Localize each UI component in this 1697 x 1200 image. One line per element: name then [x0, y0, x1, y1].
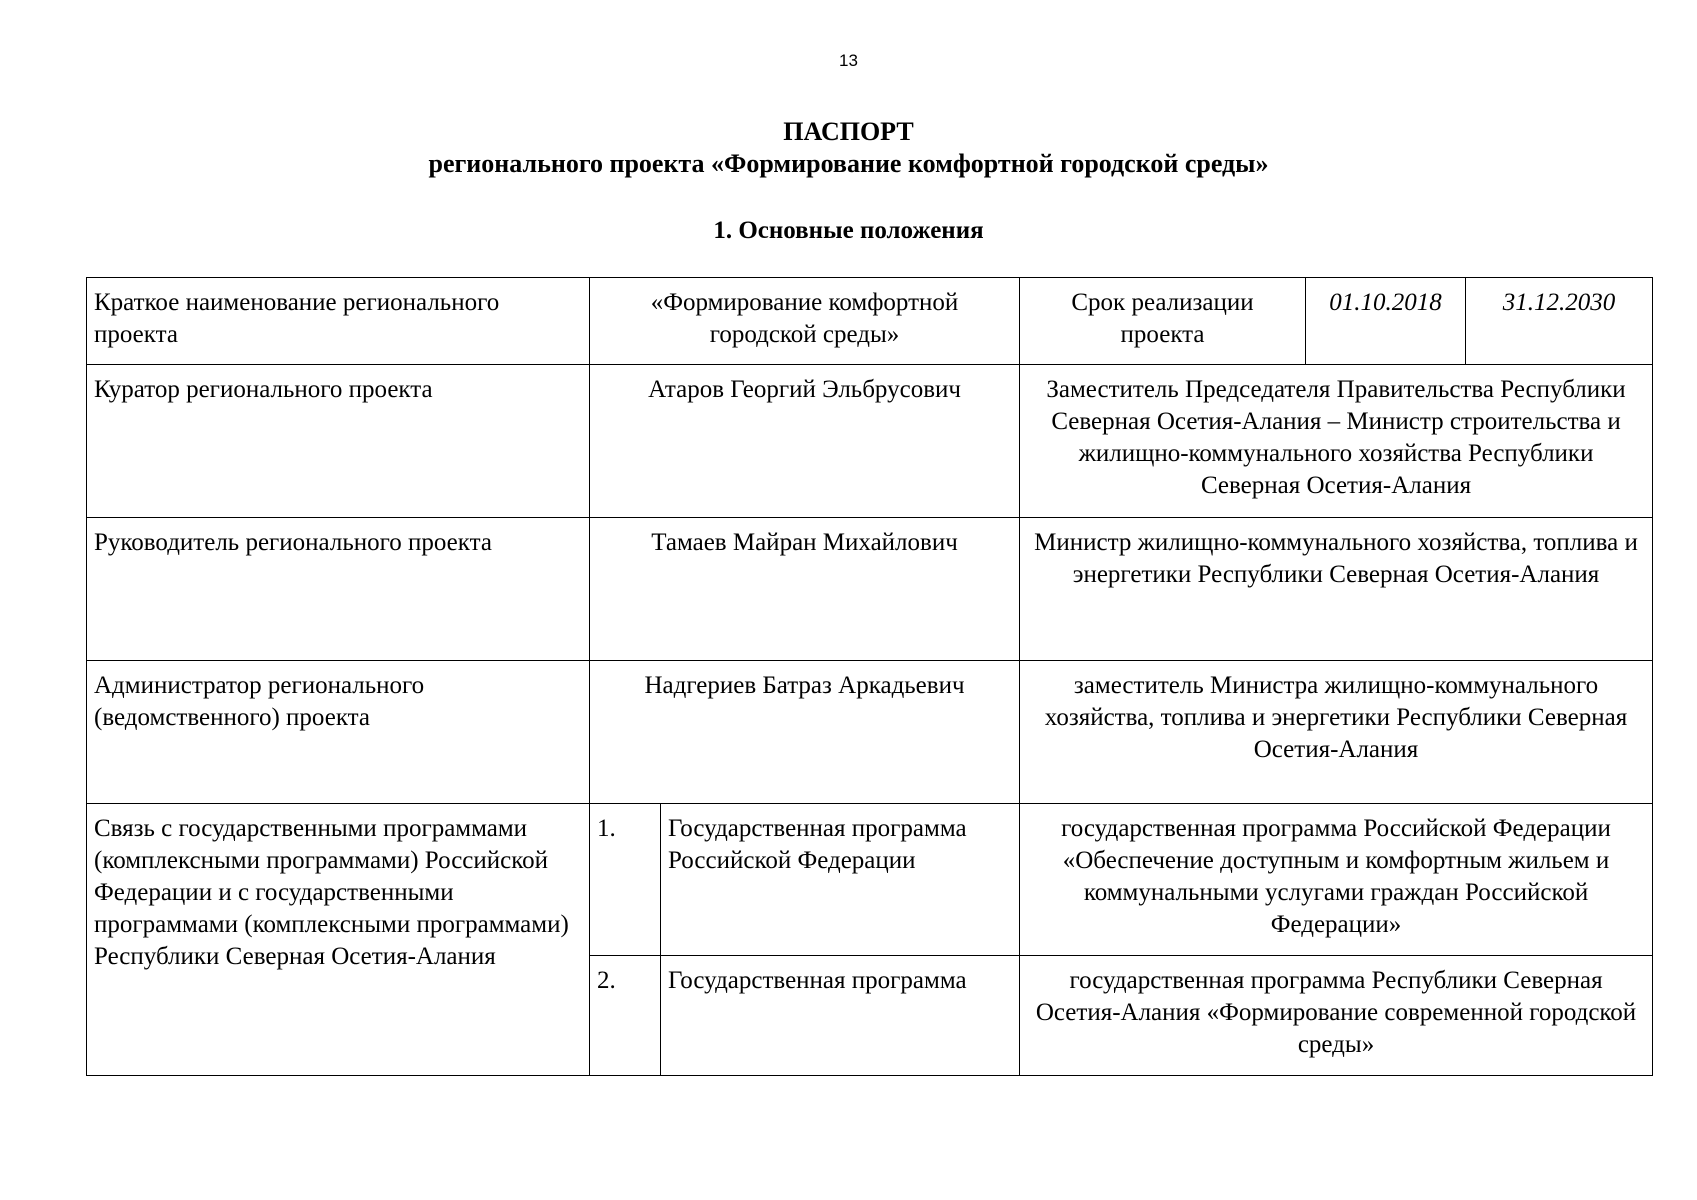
link-2-program: государственная программа Республики Северная Осетия-Алания «Формирование современной городской среды»	[1020, 956, 1653, 1076]
title-line-1: ПАСПОРТ	[783, 117, 914, 146]
section-title: 1. Основные положения	[713, 217, 984, 244]
administrator-name: Надгериев Батраз Аркадьевич	[590, 661, 1020, 804]
link-1-type: Государственная программа Российской Федерации	[661, 804, 1020, 956]
head-name: Тамаев Майран Михайлович	[590, 518, 1020, 661]
links-label: Связь с государственными программами (комплексными программами) Российской Федерации и с государственными программами (комплексными программами) Республики Северная Осетия-Алания	[87, 804, 590, 1076]
administrator-position: заместитель Министра жилищно-коммунального хозяйства, топлива и энергетики Республики Северная Осетия-Алания	[1020, 661, 1653, 804]
link-1-program: государственная программа Российской Федерации «Обеспечение доступным и комфортным жильем и коммунальными услугами граждан Российской Федерации»	[1020, 804, 1653, 956]
head-position: Министр жилищно-коммунального хозяйства, топлива и энергетики Республики Северная Осетия-Алания	[1020, 518, 1653, 661]
table-row-head	[87, 518, 1653, 661]
curator-position: Заместитель Председателя Правительства Республики Северная Осетия-Алания – Министр строительства и жилищно-коммунального хозяйства Республики Северная Осетия-Алания	[1020, 365, 1653, 518]
page-number: 13	[839, 51, 858, 70]
table-row-administrator	[87, 661, 1653, 804]
start-date: 01.10.2018	[1306, 278, 1466, 365]
curator-name: Атаров Георгий Эльбрусович	[590, 365, 1020, 518]
head-label: Руководитель регионального проекта	[87, 518, 590, 661]
table-row-curator	[87, 365, 1653, 518]
table-row-link-1	[87, 804, 1653, 956]
end-date: 31.12.2030	[1466, 278, 1653, 365]
title-line-2: регионального проекта «Формирование комфортной городской среды»	[428, 149, 1269, 178]
document-title	[0, 116, 1697, 180]
administrator-label: Администратор регионального (ведомственного) проекта	[87, 661, 590, 804]
link-1-number: 1.	[590, 804, 661, 956]
passport-table	[86, 277, 1653, 1076]
link-2-type: Государственная программа	[661, 956, 1020, 1076]
term-label: Срок реализации проекта	[1020, 278, 1306, 365]
short-name-value: «Формирование комфортной городской среды»	[590, 278, 1020, 365]
curator-label: Куратор регионального проекта	[87, 365, 590, 518]
link-2-number: 2.	[590, 956, 661, 1076]
table-row-short-name	[87, 278, 1653, 365]
short-name-label: Краткое наименование регионального проекта	[87, 278, 590, 365]
